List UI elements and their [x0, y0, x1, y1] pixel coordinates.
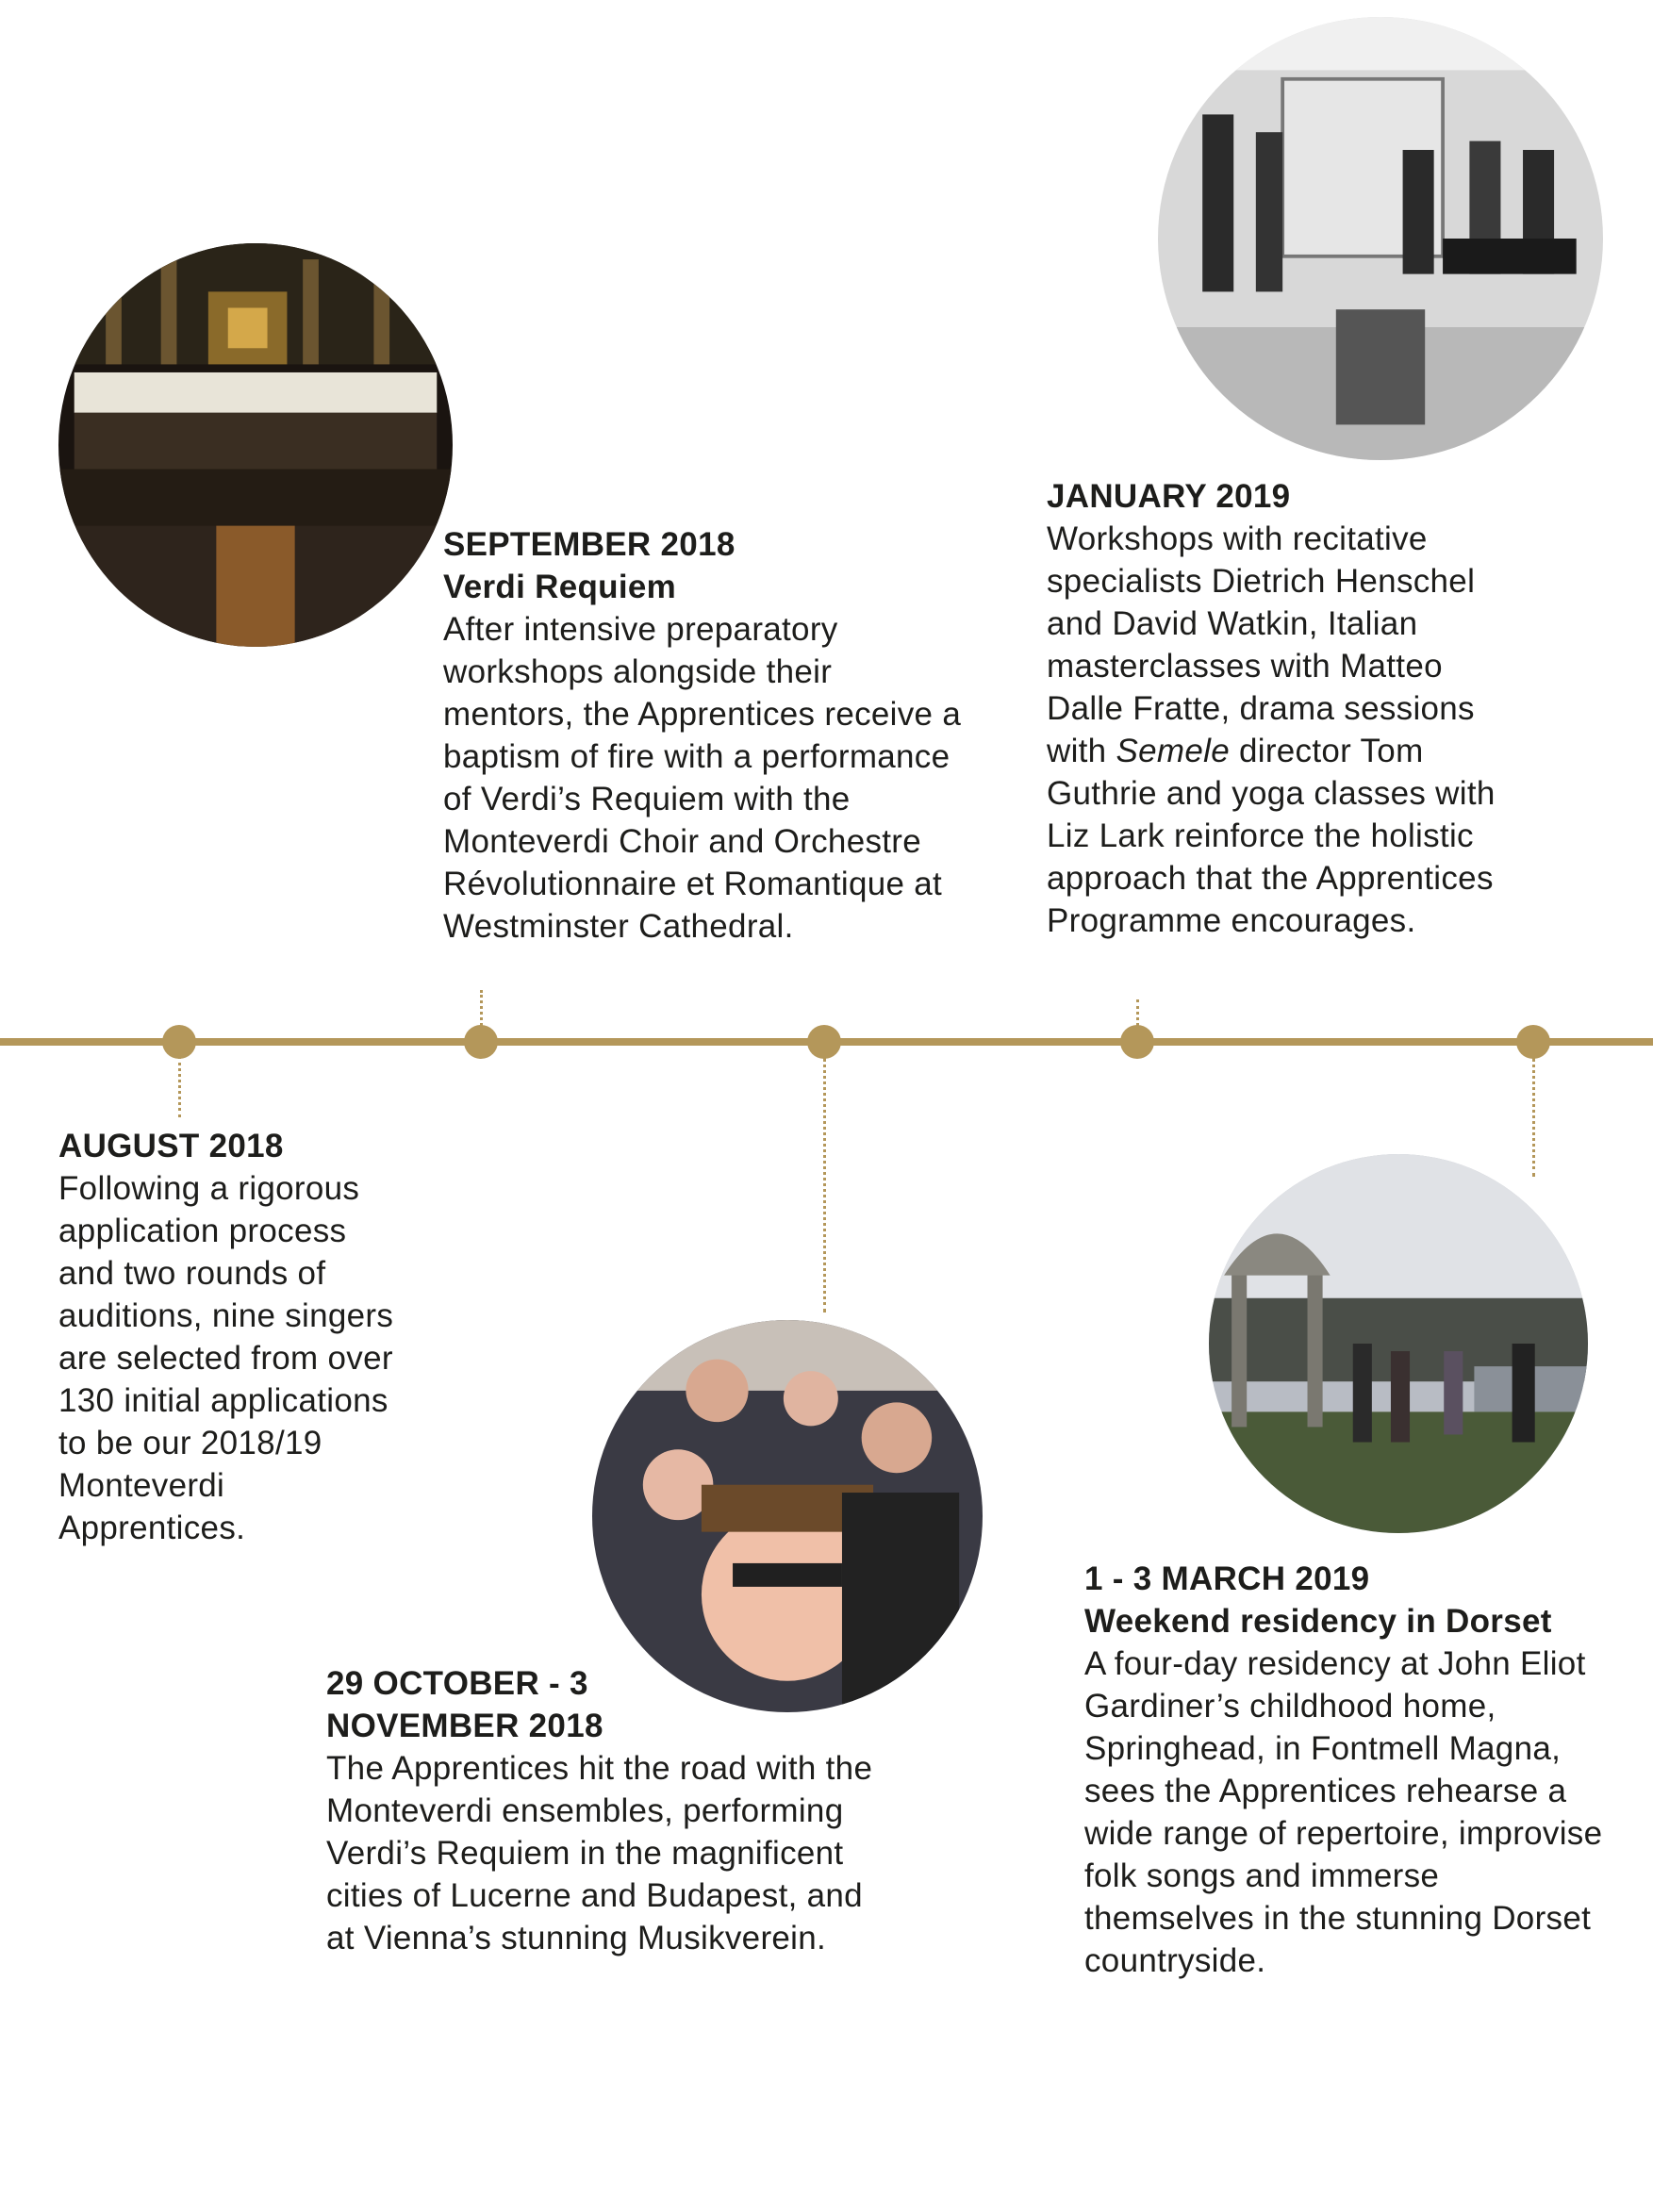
stem-september-2018	[480, 990, 483, 1026]
stem-october-2018	[823, 1058, 826, 1312]
entry-date: SEPTEMBER 2018	[443, 526, 736, 563]
entry-title: Weekend residency in Dorset	[1084, 1603, 1552, 1640]
entry-date: AUGUST 2018	[58, 1128, 284, 1164]
timeline-dot-august-2018	[162, 1025, 196, 1059]
timeline-dot-march-2019	[1516, 1025, 1550, 1059]
stem-january-2019	[1136, 999, 1139, 1026]
timeline-entry-august-2018	[58, 1125, 398, 1549]
entry-date: 29 OCTOBER - 3 NOVEMBER 2018	[326, 1665, 603, 1744]
entry-date: 1 - 3 MARCH 2019	[1084, 1560, 1370, 1597]
stem-march-2019	[1532, 1058, 1535, 1177]
timeline-entry-january-2019	[1047, 475, 1518, 942]
entry-body-after: director Tom Guthrie and yoga classes with Liz Lark reinforce the holistic approach that the Apprentices Programme encourages.	[1047, 733, 1496, 939]
cathedral-concert-photo	[58, 243, 453, 647]
dorset-countryside-photo	[1209, 1154, 1588, 1533]
workshop-rehearsal-photo	[1158, 17, 1603, 460]
entry-body-before: Workshops with recitative specialists Dietrich Henschel and David Watkin, Italian masterclasses with Matteo Dalle Fratte, drama sessions with	[1047, 520, 1476, 769]
group-selfie-photo	[592, 1320, 983, 1712]
entry-title: Verdi Requiem	[443, 569, 677, 605]
timeline-dot-january-2019	[1120, 1025, 1154, 1059]
entry-body-italic: Semele	[1116, 733, 1230, 769]
entry-date: JANUARY 2019	[1047, 478, 1291, 515]
timeline-entry-october-2018	[326, 1662, 892, 1959]
timeline-entry-september-2018	[443, 523, 971, 948]
timeline-entry-march-2019	[1084, 1558, 1612, 1982]
entry-body: The Apprentices hit the road with the Monteverdi ensembles, performing Verdi’s Requiem in the magnificent cities of Lucerne and Budapest, and at Vienna’s stunning Musikverein.	[326, 1750, 873, 1956]
entry-body: After intensive preparatory workshops alongside their mentors, the Apprentices receive a baptism of fire with a performance of Verdi’s Requiem with the Monteverdi Choir and Orchestre Révolutionnaire et Romantique at Westminster Cathedral.	[443, 611, 962, 945]
entry-body: Following a rigorous application process and two rounds of auditions, nine singers are selected from over 130 initial applications to be our 2018/19 Monteverdi Apprentices.	[58, 1170, 394, 1546]
timeline-dot-october-2018	[807, 1025, 841, 1059]
entry-body	[1047, 518, 1518, 942]
timeline-dot-september-2018	[464, 1025, 498, 1059]
entry-body: A four-day residency at John Eliot Gardiner’s childhood home, Springhead, in Fontmell Magna, sees the Apprentices rehearse a wide range of repertoire, improvise folk songs and immerse themselves in the stunning Dorset countryside.	[1084, 1645, 1603, 1979]
stem-august-2018	[178, 1056, 181, 1117]
